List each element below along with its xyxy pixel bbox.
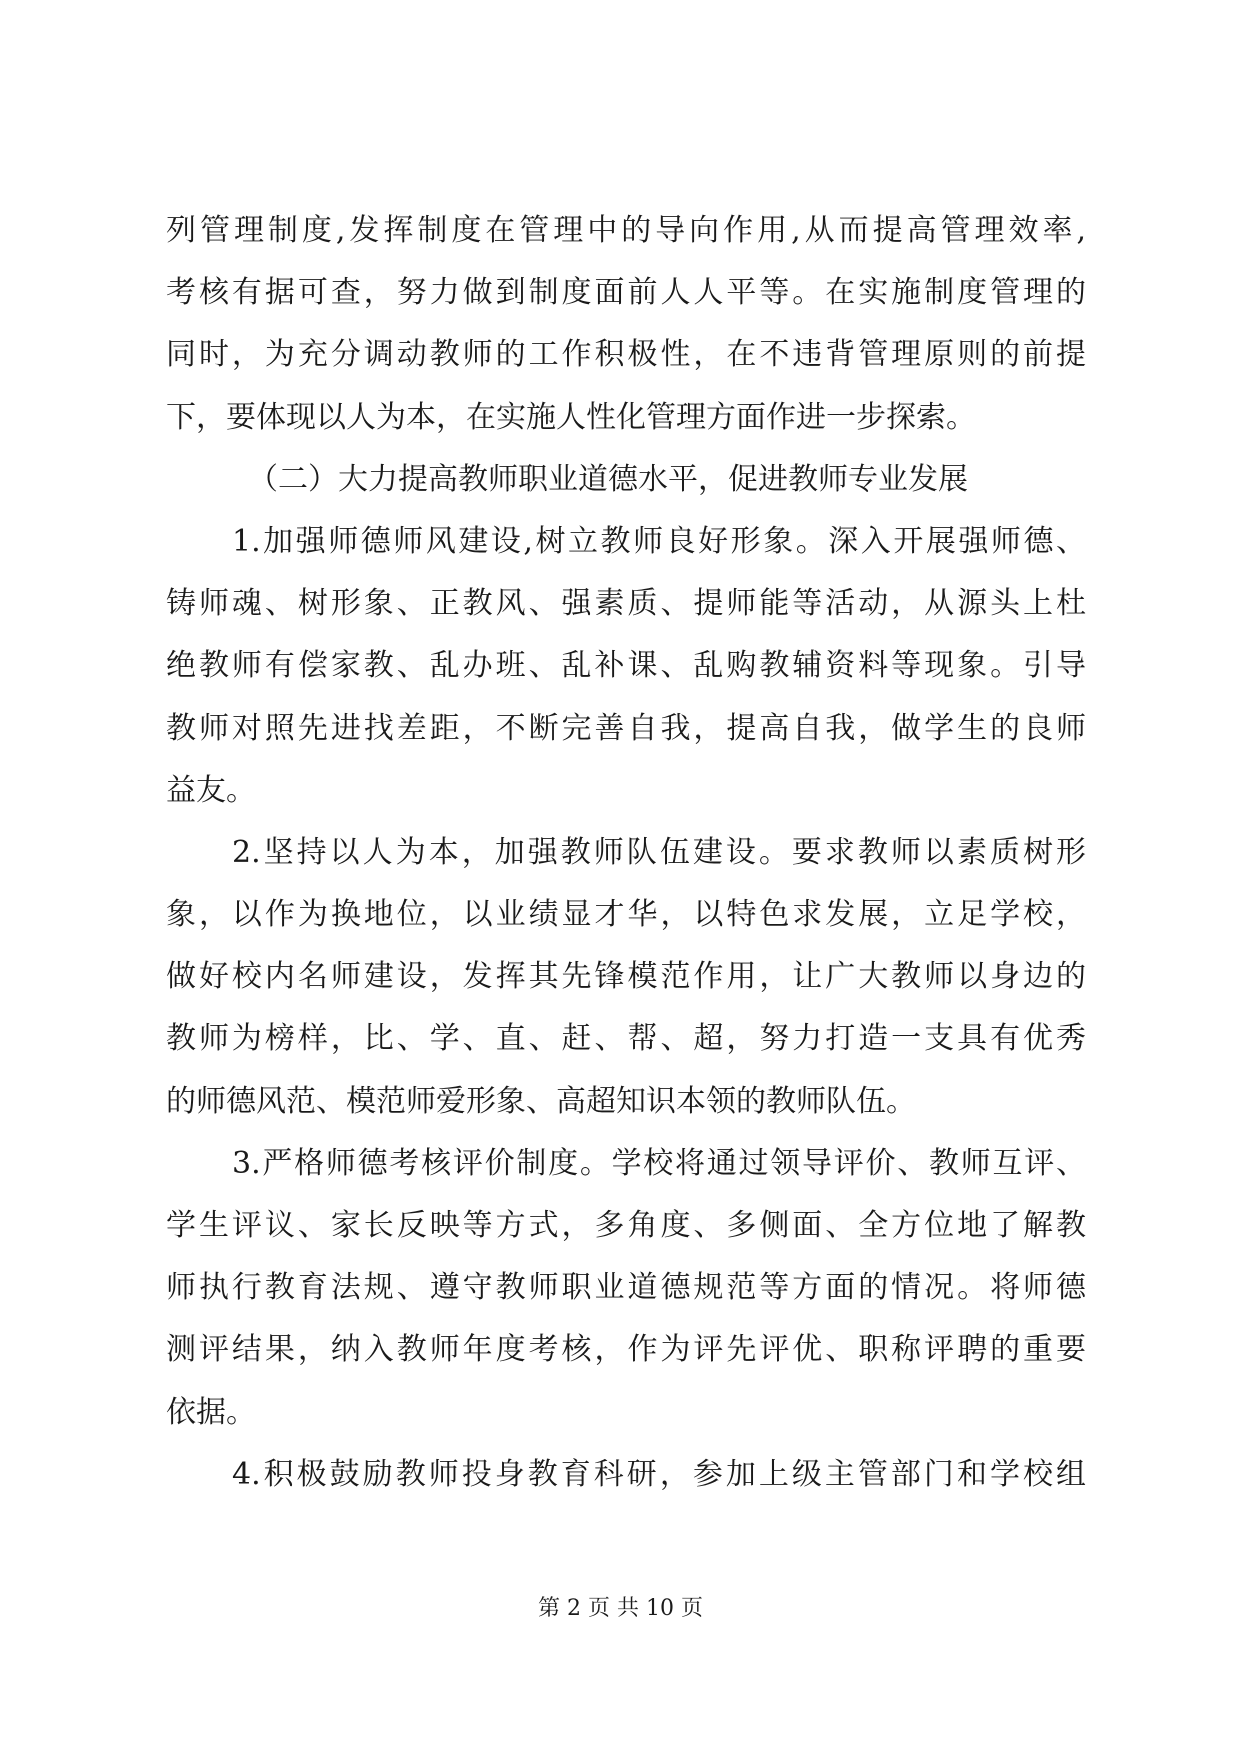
body-line: 3.严格师德考核评价制度。学校将通过领导评价、教师互评、 — [232, 1145, 1086, 1181]
body-line: 做好校内名师建设，发挥其先锋模范作用，让广大教师以身边的 — [166, 959, 1086, 995]
body-line: 列管理制度,发挥制度在管理中的导向作用,从而提高管理效率, — [166, 213, 1086, 248]
body-line: 绝教师有偿家教、乱办班、乱补课、乱购教辅资料等现象。引导 — [166, 648, 1086, 684]
body-line: 下，要体现以人为本，在实施人性化管理方面作进一步探索。 — [166, 399, 976, 435]
body-line: 考核有据可查，努力做到制度面前人人平等。在实施制度管理的 — [166, 275, 1086, 311]
body-line: 测评结果，纳入教师年度考核，作为评先评优、职称评聘的重要 — [166, 1332, 1086, 1368]
body-line: 依据。 — [166, 1394, 256, 1430]
section-heading: （二）大力提高教师职业道德水平，促进教师专业发展 — [248, 461, 968, 497]
body-line: 1.加强师德师风建设,树立教师良好形象。深入开展强师德、 — [232, 523, 1086, 559]
body-line: 4.积极鼓励教师投身教育科研，参加上级主管部门和学校组 — [232, 1456, 1086, 1492]
body-line: 的师德风范、模范师爱形象、高超知识本领的教师队伍。 — [166, 1083, 916, 1119]
body-line: 2.坚持以人为本，加强教师队伍建设。要求教师以素质树形 — [232, 834, 1086, 870]
body-line: 同时，为充分调动教师的工作积极性，在不违背管理原则的前提 — [166, 337, 1086, 373]
body-line: 铸师魂、树形象、正教风、强素质、提师能等活动，从源头上杜 — [166, 586, 1086, 622]
body-line: 象，以作为换地位，以业绩显才华，以特色求发展，立足学校， — [166, 897, 1086, 933]
body-line: 教师对照先进找差距，不断完善自我，提高自我，做学生的良师 — [166, 710, 1086, 746]
body-line: 益友。 — [166, 772, 256, 808]
page-number-footer: 第 2 页 共 10 页 — [538, 1596, 703, 1621]
body-line: 师执行教育法规、遵守教师职业道德规范等方面的情况。将师德 — [166, 1270, 1086, 1306]
document-body — [166, 200, 1086, 1506]
body-line: 学生评议、家长反映等方式，多角度、多侧面、全方位地了解教 — [166, 1208, 1086, 1243]
body-line: 教师为榜样，比、学、直、赶、帮、超，努力打造一支具有优秀 — [166, 1021, 1086, 1057]
